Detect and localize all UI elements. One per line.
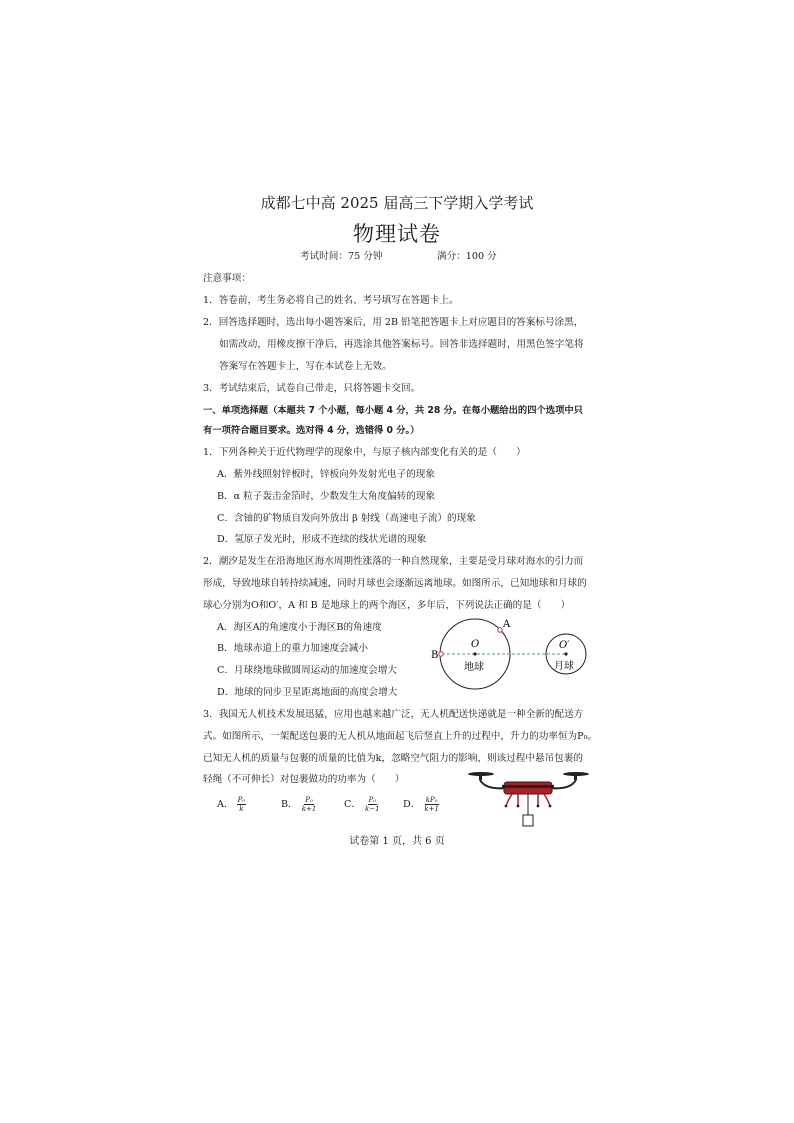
option-c <box>344 796 381 813</box>
question-stem: 形成，导致地球自转持续减速，同时月球也会逐渐远离地球。如图所示，已知地球和月球的 <box>203 578 587 589</box>
earth-center-dot <box>473 652 476 655</box>
full-score: 满分：100 分 <box>437 251 497 262</box>
option-letter: B． <box>281 799 298 810</box>
moon-label: 月球 <box>554 661 574 672</box>
label-o: O <box>471 639 480 650</box>
option-b: B．地球赤道上的重力加速度会减小 <box>217 643 368 654</box>
question-stem: 球心分别为O和O′，A 和 B 是地球上的两个海区，多年后，下列说法正确的是（ ） <box>203 600 571 611</box>
fraction-denominator: k <box>239 805 244 813</box>
fraction <box>301 796 318 813</box>
page-footer: 试卷第 1 页，共 6 页 <box>349 836 445 847</box>
option-a: A．紫外线照射锌板时，锌板向外发射光电子的现象 <box>217 469 435 480</box>
drone-figure <box>466 770 592 828</box>
fraction-numerator: P₀ <box>368 796 377 804</box>
fraction-numerator: kP₀ <box>425 796 438 804</box>
question-stem: 轻绳（不可伸长）对包裹做功的功率为（ ） <box>203 774 405 785</box>
note-item: 答案写在答题卡上，写在本试卷上无效。 <box>219 361 392 372</box>
question-stem: 2．潮汐是发生在沿海地区海水周期性涨落的一种自然现象，主要是受月球对海水的引力而 <box>203 556 584 567</box>
option-c: C．含铀的矿物质自发向外放出 β 射线（高速电子流）的现象 <box>217 513 476 524</box>
question-stem: 1．下列各种关于近代物理学的现象中，与原子核内部变化有关的是（ ） <box>203 447 526 458</box>
fraction-denominator: k−1 <box>365 805 380 813</box>
note-item: 如需改动，用橡皮擦干净后，再选涂其他答案标号。回答非选择题时，用黑色签字笔将 <box>219 339 584 350</box>
label-b: B <box>431 650 439 661</box>
option-b <box>281 796 317 813</box>
fraction-numerator: P₀ <box>305 796 313 804</box>
fraction <box>423 796 440 813</box>
option-letter: C． <box>344 799 361 810</box>
option-d: D．氢原子发光时，形成不连续的线状光谱的现象 <box>217 534 427 545</box>
option-b: B．α 粒子轰击金箔时，少数发生大角度偏转的现象 <box>217 491 436 502</box>
question-stem: 3．我国无人机技术发展迅猛，应用也越来越广泛，无人机配送快递就是一种全新的配送方 <box>203 709 584 720</box>
label-a: A <box>503 619 511 630</box>
note-item: 1．答卷前，考生务必将自己的姓名、考号填写在答题卡上。 <box>203 295 459 306</box>
question-stem: 式。如图所示，一架配送包裹的无人机从地面起飞后竖直上升的过程中，升力的功率恒为P₀。 <box>203 731 598 742</box>
section-heading: 一、单项选择题（本题共 7 个小题，每小题 4 分，共 28 分。在每小题给出的四个选项中只 <box>203 405 583 416</box>
question-stem: 已知无人机的质量与包裹的质量的比值为k，忽略空气阻力的影响，则该过程中悬吊包裹的 <box>203 753 583 764</box>
fraction-denominator: k+1 <box>301 805 317 813</box>
earth-moon-figure <box>428 612 588 694</box>
option-letter: D． <box>403 799 421 810</box>
exam-time: 考试时间：75 分钟 <box>300 251 383 262</box>
exam-title: 成都七中高 2025 届高三下学期入学考试 <box>260 194 534 212</box>
option-c: C．月球绕地球做圆周运动的加速度会增大 <box>217 665 398 676</box>
fraction <box>237 796 247 813</box>
option-d: D．地球的同步卫星距离地面的高度会增大 <box>217 687 398 698</box>
point-b-marker <box>439 652 443 656</box>
section-heading: 有一项符合题目要求。选对得 4 分，选错得 0 分。） <box>203 425 420 436</box>
option-letter: A． <box>217 799 234 810</box>
fraction-denominator: k+1 <box>424 805 439 813</box>
note-item: 2．回答选择题时，选出每小题答案后，用 2B 铅笔把答题卡上对应题目的答案标号涂黑， <box>203 317 584 328</box>
point-a-marker <box>498 628 502 632</box>
note-item: 3．考试结束后，试卷自己带走，只将答题卡交回。 <box>203 383 421 394</box>
leg <box>506 794 512 806</box>
notes-heading: 注意事项： <box>203 273 251 284</box>
moon-center-dot <box>564 652 567 655</box>
option-a <box>217 796 246 813</box>
fraction-numerator: P₀ <box>237 796 246 804</box>
option-a: A．海区A的角速度小于海区B的角速度 <box>217 622 382 633</box>
label-o-prime: O′ <box>559 640 570 651</box>
package-box <box>523 815 533 826</box>
subject-title: 物理试卷 <box>353 222 441 246</box>
option-d <box>403 796 440 813</box>
fraction <box>364 796 381 813</box>
earth-label: 地球 <box>464 662 484 673</box>
